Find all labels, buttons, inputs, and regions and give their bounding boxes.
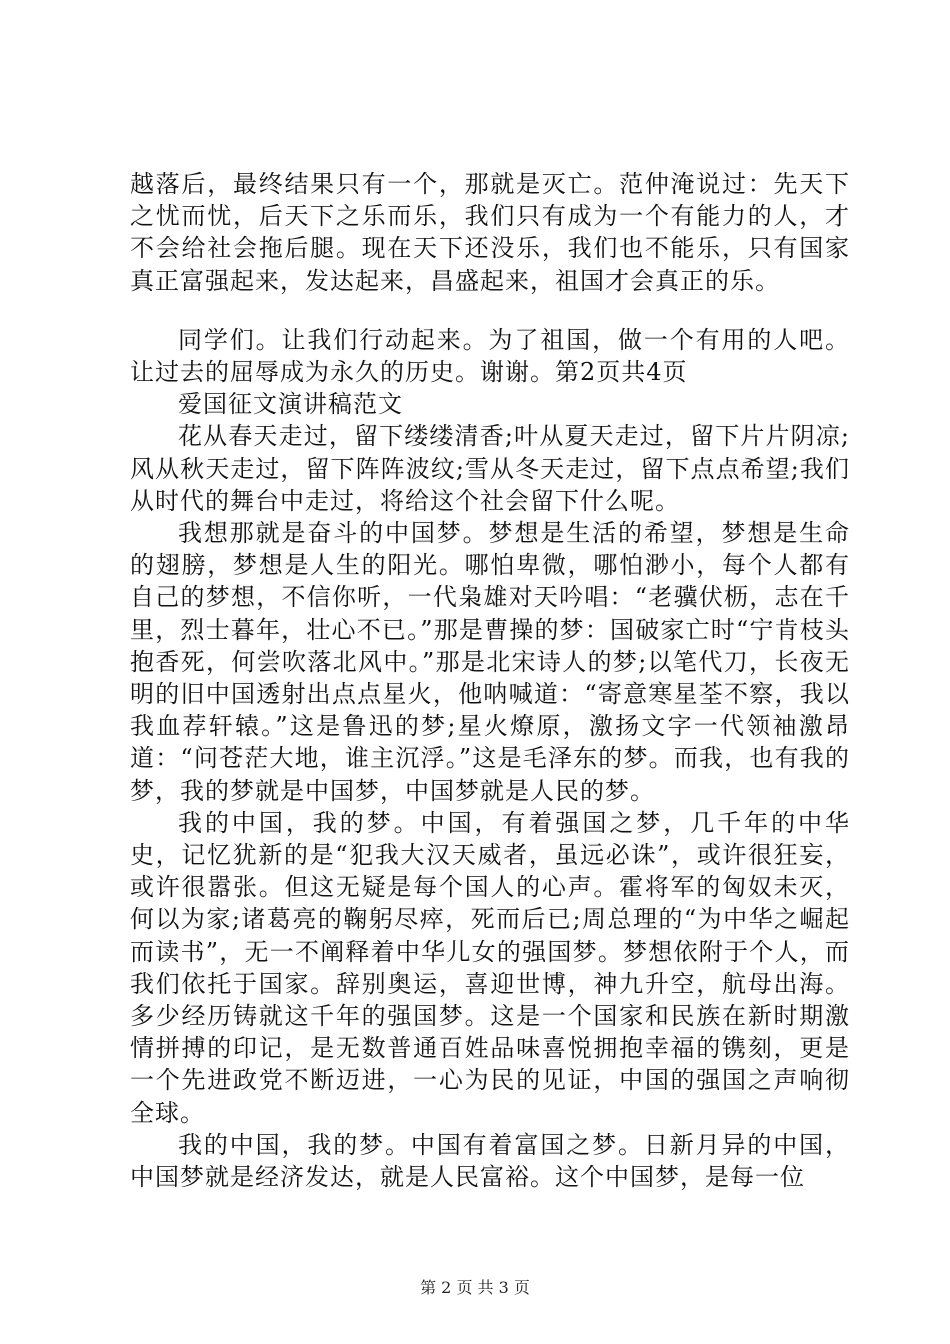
paragraph-gap [130,297,850,324]
paragraph-closing: 同学们。让我们行动起来。为了祖国，做一个有用的人吧。让过去的屈辱成为永久的历史。谢谢。第2页共4页 [130,325,850,387]
document-body [130,168,850,1193]
paragraph-continuation: 越落后，最终结果只有一个，那就是灭亡。范仲淹说过：先天下之忧而忧，后天下之乐而乐，我们只有成为一个有能力的人，才不会给社会拖后腿。现在天下还没乐，我们也不能乐，只有国家真正富强起来，发达起来，昌盛起来，祖国才会真正的乐。 [130,170,850,295]
paragraph-strong-nation: 我的中国，我的梦。中国，有着强国之梦，几千年的中华史，记忆犹新的是“犯我大汉天威者，虽远必诛”，或许很狂妄，或许很嚣张。但这无疑是每个国人的心声。霍将军的匈奴未灭，何以为家;诸葛亮的鞠躬尽瘁，死而后已;周总理的“为中华之崛起而读书”，无一不阐释着中华儿女的强国梦。梦想依附于个人，而我们依托于国家。辞别奥运，喜迎世博，神九升空，航母出海。多少经历铸就这千年的强国梦。这是一个国家和民族在新时期激情拼搏的印记，是无数普通百姓品味喜悦拥抱幸福的镌刻，更是一个先进政党不断迈进，一心为民的见证，中国的强国之声响彻全球。 [130,808,850,1127]
paragraph-intro: 花从春天走过，留下缕缕清香;叶从夏天走过，留下片片阴凉;风从秋天走过，留下阵阵波纹;雪从冬天走过，留下点点希望;我们从时代的舞台中走过，将给这个社会留下什么呢。 [130,422,850,515]
paragraph-rich-nation: 我的中国，我的梦。中国有着富国之梦。日新月异的中国，中国梦就是经济发达，就是人民富裕。这个中国梦，是每一位 [130,1130,850,1192]
section-title: 爱国征文演讲稿范文 [178,390,403,419]
paragraph-dream: 我想那就是奋斗的中国梦。梦想是生活的希望，梦想是生命的翅膀，梦想是人生的阳光。哪怕卑微，哪怕渺小，每个人都有自己的梦想，不信你听，一代枭雄对天吟唱：“老骥伏枥，志在千里，烈士暮年，壮心不已。”那是曹操的梦：国破家亡时“宁肯枝头抱香死，何尝吹落北风中。”那是北宋诗人的梦;以笔代刀，长夜无明的旧中国透射出点点星火，他呐喊道：“寄意寒星荃不察，我以我血荐轩辕。”这是鲁迅的梦;星火燎原，激扬文字一代领袖激昂道：“问苍茫大地，谁主沉浮。”这是毛泽东的梦。而我，也有我的梦，我的梦就是中国梦，中国梦就是人民的梦。 [130,519,850,805]
page-footer: 第 2 页 共 3 页 [420,1278,530,1297]
